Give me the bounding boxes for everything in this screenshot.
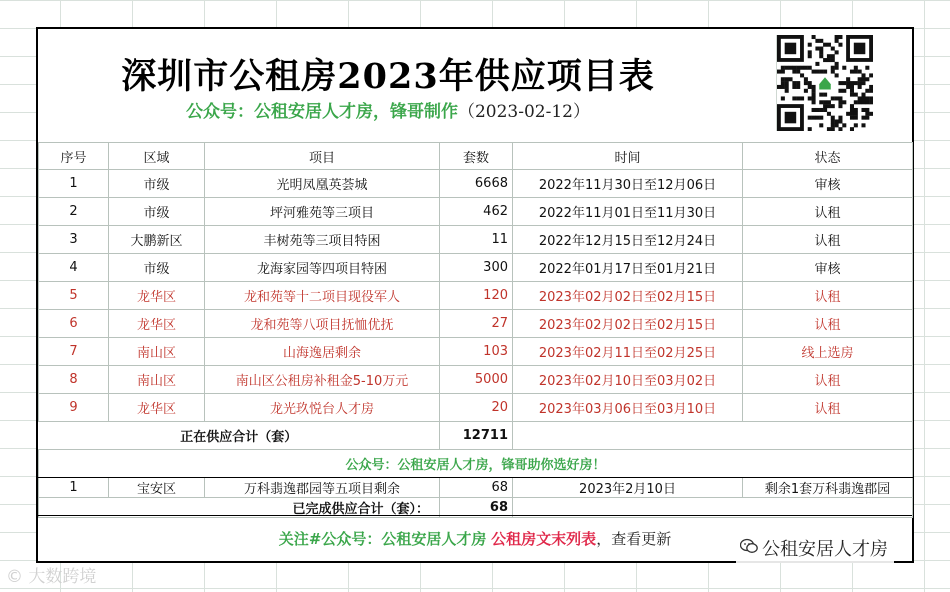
- cell-time: 2022年11月30日至12月06日: [513, 170, 743, 198]
- cell-area: 龙华区: [109, 282, 205, 310]
- cell-no: 3: [39, 226, 109, 254]
- promo-banner: 公众号：公租安居人才房，锋哥助你选好房！: [39, 450, 913, 478]
- cell-time: 2023年02月10日至03月02日: [513, 366, 743, 394]
- completed-row: [39, 478, 913, 498]
- cell-project: 山海逸居剩余: [205, 338, 440, 366]
- cell-status: 认租: [743, 198, 913, 226]
- supply-total-label: 正在供应合计（套）: [39, 422, 440, 450]
- page-title: 深圳市公租房2023年供应项目表: [121, 56, 655, 97]
- cell-time: 2023年03月06日至03月10日: [513, 394, 743, 422]
- completed-total-value: 68: [440, 498, 513, 518]
- cell-project: 龙海家园等四项目特困: [205, 254, 440, 282]
- cell-area: 市级: [109, 170, 205, 198]
- cell-time: 2022年01月17日至01月21日: [513, 254, 743, 282]
- subtitle-account: 公众号：公租安居人才房，锋哥制作: [185, 102, 458, 122]
- cell-status: 审核: [743, 170, 913, 198]
- header-count: 套数: [440, 143, 513, 170]
- cell-count: 120: [440, 282, 513, 310]
- cell-count: 27: [440, 310, 513, 338]
- table-row: [39, 170, 913, 198]
- cell-count: 11: [440, 226, 513, 254]
- subtitle-date: （2023-02-12）: [457, 102, 590, 122]
- cell-area: 龙华区: [109, 310, 205, 338]
- cell-area: 龙华区: [109, 394, 205, 422]
- table-header-row: [39, 143, 913, 170]
- cell-status: 认租: [743, 394, 913, 422]
- table-row: [39, 366, 913, 394]
- cell-no: 2: [39, 198, 109, 226]
- supply-total-value: 12711: [440, 422, 513, 450]
- cell-no: 6: [39, 310, 109, 338]
- footer-prefix: 关注: [278, 530, 309, 548]
- cell-no: 5: [39, 282, 109, 310]
- header-project: 项目: [205, 143, 440, 170]
- cell-status: 认租: [743, 226, 913, 254]
- table-row: [39, 198, 913, 226]
- table-row: [39, 254, 913, 282]
- cell-area: 宝安区: [109, 478, 205, 498]
- cell-no: 8: [39, 366, 109, 394]
- table-row: [39, 282, 913, 310]
- footer-list: 公租房文末列表: [491, 530, 597, 548]
- cell-project: 龙光玖悦台人才房: [205, 394, 440, 422]
- table-row: [39, 338, 913, 366]
- table-row: [39, 310, 913, 338]
- brand-watermark: [6, 562, 96, 587]
- cell-count: 103: [440, 338, 513, 366]
- header-time: 时间: [513, 143, 743, 170]
- watermark-left-text: 大数跨境: [28, 567, 97, 587]
- cell-status: 线上选房: [743, 338, 913, 366]
- subtitle: [38, 97, 738, 122]
- supply-total-row: [39, 422, 913, 450]
- cell-status: 认租: [743, 366, 913, 394]
- footer-suffix: ，查看更新: [596, 530, 672, 548]
- cell-area: 南山区: [109, 338, 205, 366]
- cell-project: 龙和苑等十二项目现役军人: [205, 282, 440, 310]
- cell-count: 5000: [440, 366, 513, 394]
- cell-no: 4: [39, 254, 109, 282]
- sheet-header: [38, 29, 912, 143]
- table-row: [39, 394, 913, 422]
- wechat-icon: [740, 538, 758, 554]
- cell-project: 南山区公租房补租金5-10万元: [205, 366, 440, 394]
- table-row: [39, 226, 913, 254]
- cell-status: 剩余1套万科翡逸郡园: [743, 478, 913, 498]
- cell-project: 坪河雅苑等三项目: [205, 198, 440, 226]
- cell-no: 1: [39, 478, 109, 498]
- header-no: 序号: [39, 143, 109, 170]
- cell-count: 462: [440, 198, 513, 226]
- cell-no: 7: [39, 338, 109, 366]
- cell-project: 万科翡逸郡园等五项目剩余: [205, 478, 440, 498]
- cell-status: 审核: [743, 254, 913, 282]
- cell-project: 丰树苑等三项目特困: [205, 226, 440, 254]
- qr-code-icon: [776, 35, 873, 131]
- cell-no: 1: [39, 170, 109, 198]
- header-status: 状态: [743, 143, 913, 170]
- cell-time: 2022年11月01日至11月30日: [513, 198, 743, 226]
- cell-project: 光明凤凰英荟城: [205, 170, 440, 198]
- cell-area: 市级: [109, 254, 205, 282]
- completed-total-label: 已完成供应合计（套）：: [39, 498, 440, 518]
- cell-time: 2023年02月11日至02月25日: [513, 338, 743, 366]
- supply-total-empty: [513, 422, 913, 450]
- cell-count: 300: [440, 254, 513, 282]
- promo-banner-row: [39, 450, 913, 478]
- watermark-right-text: 公租安居人才房: [762, 539, 888, 560]
- header-area: 区域: [109, 143, 205, 170]
- footer-account: #公众号：公租安居人才房: [308, 530, 487, 548]
- cell-no: 9: [39, 394, 109, 422]
- cell-time: 2023年02月02日至02月15日: [513, 282, 743, 310]
- cell-time: 2023年02月02日至02月15日: [513, 310, 743, 338]
- cell-area: 大鹏新区: [109, 226, 205, 254]
- cell-count: 20: [440, 394, 513, 422]
- cell-area: 市级: [109, 198, 205, 226]
- cell-count: 68: [440, 478, 513, 498]
- cell-count: 6668: [440, 170, 513, 198]
- watermark-logo-icon: ©: [6, 567, 23, 587]
- cell-project: 龙和苑等八项目抚恤优抚: [205, 310, 440, 338]
- cell-time: 2022年12月15日至12月24日: [513, 226, 743, 254]
- cell-time: 2023年2月10日: [513, 478, 743, 498]
- cell-status: 认租: [743, 310, 913, 338]
- wechat-watermark: [736, 533, 894, 563]
- cell-status: 认租: [743, 282, 913, 310]
- cell-area: 南山区: [109, 366, 205, 394]
- spreadsheet-sheet: [36, 27, 914, 563]
- supply-table: [38, 142, 913, 518]
